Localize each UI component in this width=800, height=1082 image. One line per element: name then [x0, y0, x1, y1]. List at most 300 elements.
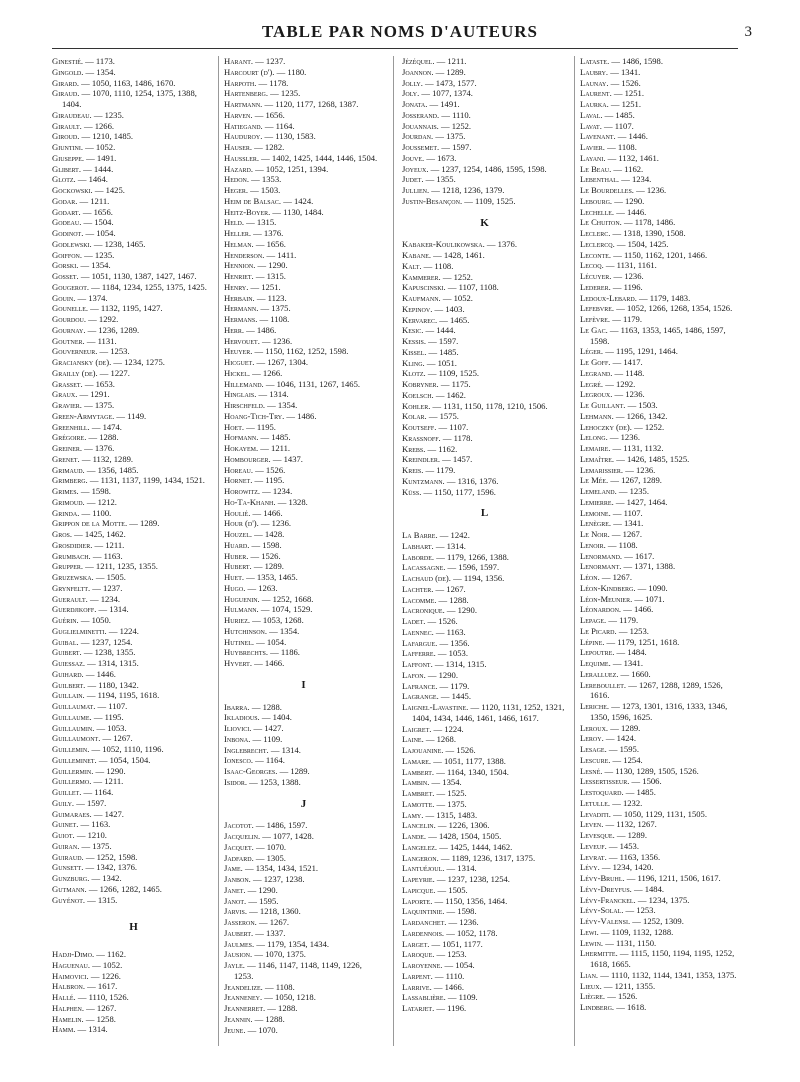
page-references: — 1426, 1485, 1525.: [614, 453, 690, 464]
page-references: — 1179.: [423, 465, 456, 475]
page-references: — 1411.: [264, 249, 297, 260]
author-name: Lemarissier.: [580, 464, 624, 475]
index-entry: [52, 701, 215, 712]
page-references: — 1195, 1291, 1464.: [603, 346, 678, 357]
author-name: Guihard.: [52, 668, 84, 679]
page-references: — 1485.: [623, 787, 656, 797]
author-name: Larpent.: [402, 970, 433, 981]
index-entry: [402, 433, 567, 444]
author-name: Lévy-Valensi.: [580, 916, 631, 926]
page-references: — 1618.: [614, 1002, 647, 1012]
page-references: — 1109.: [250, 733, 283, 744]
page-references: — 1237, 1254.: [78, 636, 133, 647]
page-references: — 1656.: [253, 238, 286, 249]
author-name: Heim de Balsac.: [224, 195, 282, 206]
section-letter: I: [301, 678, 306, 691]
page-references: — 1178, 1486.: [621, 217, 676, 228]
author-name: Hour (d').: [224, 518, 259, 529]
page-references: — 1289.: [433, 66, 466, 77]
author-name: Kreis.: [402, 465, 424, 475]
author-name: Kobryner.: [402, 379, 439, 389]
author-name: Lenègre.: [580, 518, 612, 529]
index-entry: [224, 1014, 383, 1025]
author-name: Hadji-Dimo.: [52, 949, 95, 959]
index-entry: [580, 615, 740, 626]
page-references: — 1341.: [611, 518, 644, 529]
index-entry: [402, 530, 567, 541]
index-entry: [52, 1014, 215, 1025]
author-name: Horowitz.: [224, 486, 261, 496]
index-entry: [580, 207, 740, 218]
page-references: — 1236, 1289.: [85, 324, 140, 335]
author-name: Lapicque.: [402, 884, 436, 895]
author-name: Henderson.: [224, 249, 265, 260]
index-entry: [402, 465, 567, 476]
index-entry: [580, 755, 740, 766]
index-entry: [224, 228, 383, 239]
index-entry: [402, 906, 567, 917]
index-entry: [224, 67, 383, 78]
index-entry: [402, 810, 567, 821]
index-entry: [580, 938, 740, 949]
page-references: — 1120, 1177, 1268, 1387.: [262, 99, 359, 109]
index-entry: [52, 346, 215, 357]
page-references: — 1236.: [258, 518, 292, 529]
author-name: Lavier.: [580, 142, 605, 152]
index-entry: [402, 788, 567, 799]
page-references: — 1218, 1360.: [247, 906, 301, 917]
index-entry: [52, 196, 215, 207]
author-name: Kaufmann.: [402, 293, 441, 303]
author-name: Larrive.: [402, 981, 432, 992]
author-name: Helman.: [224, 238, 254, 249]
page-references: — 1164, 1340, 1504.: [434, 766, 509, 777]
author-name: Hugo.: [224, 582, 246, 593]
index-entry: [52, 174, 215, 185]
index-entry: [580, 905, 740, 916]
author-name: Leclerc.: [580, 228, 611, 238]
page-references: — 1237.: [253, 56, 286, 66]
index-entry: [52, 583, 215, 594]
author-name: Krassnoff.: [402, 432, 441, 443]
page-references: — 1051.: [424, 357, 457, 368]
page-references: — 1485.: [426, 346, 459, 357]
page-references: — 1237, 1238, 1254.: [434, 874, 510, 884]
author-name: Leroux.: [580, 722, 609, 733]
author-name: Gockowski.: [52, 185, 93, 195]
page-references: — 1328.: [275, 496, 308, 507]
page-references: — 1236.: [623, 464, 656, 475]
index-entry: [52, 164, 215, 175]
index-entry: [224, 56, 383, 67]
index-entry: [402, 562, 567, 573]
page-references: — 1178.: [256, 77, 289, 88]
author-name: Jaulmes.: [224, 938, 255, 949]
page-references: — 1131, 1161.: [603, 260, 657, 271]
page-references: — 1053, 1268.: [250, 615, 304, 625]
index-entry: [580, 239, 740, 250]
page-references: — 1052, 1178.: [444, 927, 498, 938]
page-references: — 1597.: [74, 797, 107, 808]
page-references: — 1211.: [258, 443, 291, 453]
page-references: — 1110, 1132, 1144, 1341, 1353, 1375.: [598, 969, 737, 980]
index-entry: [224, 142, 383, 153]
page-references: — 1235.: [616, 486, 649, 496]
page-references: — 1184, 1234, 1255, 1375, 1425.: [89, 281, 207, 292]
index-entry: [52, 841, 215, 852]
page-references: — 1211, 1235, 1355.: [83, 561, 158, 572]
author-name: Letulle.: [580, 797, 611, 808]
index-entry: [52, 733, 215, 744]
page-references: — 1150, 1162, 1252, 1598.: [252, 346, 349, 357]
page-references: — 1267.: [609, 529, 642, 539]
index-entry: [224, 604, 383, 615]
column-divider: [218, 56, 219, 1046]
page-references: — 1289.: [277, 766, 310, 776]
index-entry: [52, 862, 215, 873]
page-references: — 1236.: [607, 432, 640, 443]
author-name: Lévy-Bruhl.: [580, 873, 625, 883]
author-name: Kapuscinski.: [402, 282, 446, 293]
index-entry: [402, 422, 567, 433]
page-references: — 1050.: [78, 615, 111, 625]
author-name: Guilleminet.: [52, 754, 97, 765]
index-entry: [580, 56, 740, 67]
index-entry: [224, 465, 383, 476]
author-name: Ladet.: [402, 616, 426, 626]
page-references: — 1210, 1485.: [79, 131, 134, 142]
index-entry: [52, 819, 215, 830]
index-entry: [224, 260, 383, 271]
page-references: — 1146, 1147, 1148, 1149, 1226, 1253.: [234, 960, 362, 981]
page-references: — 1525.: [434, 788, 467, 798]
index-entry: [402, 702, 567, 724]
author-name: Lemoine.: [580, 507, 611, 518]
page-references: — 1445.: [438, 691, 471, 702]
page-references: — 1484.: [614, 647, 647, 658]
page-references: — 1466.: [621, 604, 654, 615]
author-name: Guglielminetti.: [52, 625, 107, 636]
index-entry: [224, 992, 383, 1003]
page-references: — 1597.: [426, 336, 459, 346]
page-references: — 1236.: [612, 389, 645, 400]
page-references: — 1503.: [248, 185, 281, 195]
author-name: Guyénot.: [52, 894, 86, 905]
section-spacer: [224, 788, 383, 799]
page-references: — 1236.: [446, 917, 479, 927]
page-references: — 1617.: [85, 981, 118, 992]
index-entry: [224, 336, 383, 347]
page-references: — 1353.: [249, 174, 282, 185]
author-name: Lemierre.: [580, 496, 614, 507]
index-entry: [52, 271, 215, 282]
author-name: Janbon.: [224, 874, 251, 884]
author-name: Lambert.: [402, 766, 435, 777]
page-references: — 1109.: [445, 992, 478, 1003]
page-references: — 1052.: [440, 293, 473, 303]
page-references: — 1110, 1526.: [75, 992, 129, 1002]
page-references: — 1164.: [253, 755, 285, 766]
page-references: — 1486, 1597.: [253, 820, 308, 831]
page-references: — 1314.: [433, 540, 466, 551]
author-name: Lemeland.: [580, 486, 617, 496]
author-name: Lian.: [580, 969, 599, 980]
index-entry: [580, 78, 740, 89]
author-name: Le Mée.: [580, 475, 609, 486]
index-entry: [52, 228, 215, 239]
author-name: Kervarec.: [402, 314, 438, 325]
page-references: — 1050, 1163, 1486, 1670.: [79, 77, 176, 88]
page-references: — 1656.: [252, 109, 285, 120]
index-entry: [52, 239, 215, 250]
page-references: — 1354.: [78, 260, 111, 271]
index-entry: [580, 121, 740, 132]
index-entry: [224, 164, 383, 175]
index-entry: [402, 368, 567, 379]
author-name: Jouve.: [402, 152, 425, 163]
index-entry: [224, 734, 383, 745]
page-references: — 1070, 1375.: [252, 949, 306, 960]
author-name: Huguenin.: [224, 593, 260, 604]
page-references: — 1235.: [268, 88, 301, 99]
page-references: — 1266, 1282, 1465.: [86, 883, 162, 894]
page-references: — 1376.: [251, 228, 284, 238]
author-name: Levaditi.: [580, 808, 611, 819]
index-entry: [402, 261, 567, 272]
author-name: Godart.: [52, 206, 81, 217]
author-name: Iliovici.: [224, 723, 252, 733]
page-references: — 1341.: [608, 66, 641, 77]
page-references: — 1314.: [75, 1024, 108, 1035]
index-entry: [580, 604, 740, 615]
page-references: — 1315.: [253, 271, 286, 281]
index-entry: [402, 552, 567, 563]
index-entry: [580, 260, 740, 271]
index-entry: [52, 658, 215, 669]
page-references: — 1077, 1428.: [260, 831, 314, 841]
index-entry: [402, 250, 567, 261]
index-entry: [580, 981, 740, 992]
author-name: Laffont.: [402, 659, 433, 669]
index-entry: [52, 604, 215, 615]
author-name: Lemaire.: [580, 443, 611, 453]
index-entry: [580, 766, 740, 777]
author-name: Guiot.: [52, 830, 75, 840]
index-entry: [52, 142, 215, 153]
author-name: Hedon.: [224, 174, 250, 185]
index-entry: [224, 239, 383, 250]
index-entry: [52, 56, 215, 67]
author-name: Laigret.: [402, 723, 432, 734]
index-entry: [52, 432, 215, 443]
author-name: Hazard.: [224, 163, 254, 174]
page-references: — 1485.: [602, 109, 635, 120]
author-name: Ionesco.: [224, 755, 254, 766]
page-references: — 1053.: [435, 648, 468, 659]
page-references: — 1178.: [440, 432, 473, 443]
author-name: Hoang-Tich-Try.: [224, 410, 285, 421]
index-entry: [402, 304, 567, 315]
page-references: — 1289.: [614, 830, 647, 840]
author-name: Le Noir.: [580, 529, 610, 539]
author-name: Godar.: [52, 195, 78, 206]
page-references: — 1485.: [258, 432, 291, 443]
index-entry: [402, 239, 567, 250]
author-name: Grimes.: [52, 486, 79, 496]
page-references: — 1424.: [603, 733, 636, 744]
author-name: Lehmann.: [580, 410, 614, 421]
page-references: — 1526.: [425, 616, 458, 626]
author-name: Inbona.: [224, 733, 251, 744]
index-entry: [402, 928, 567, 939]
author-name: Lafferre.: [402, 648, 436, 659]
author-name: Heger.: [224, 185, 249, 195]
page-references: — 1290.: [444, 605, 477, 616]
index-entry: [580, 174, 740, 185]
page-references: — 1453.: [606, 840, 639, 851]
author-name: Kepinov.: [402, 303, 433, 314]
author-name: Leralluez.: [580, 668, 619, 679]
index-entry: [224, 99, 383, 110]
page-references: — 1428, 1461.: [431, 250, 485, 260]
index-entry: [402, 917, 567, 928]
page-references: — 1196, 1211, 1506, 1617.: [624, 873, 721, 883]
index-entry: [224, 443, 383, 454]
author-name: Guimaraes.: [52, 808, 92, 819]
page-references: — 1267, 1289.: [608, 475, 662, 486]
author-name: Haimovici.: [52, 970, 89, 981]
author-name: Jeune.: [224, 1024, 246, 1035]
author-name: Kohler.: [402, 400, 431, 411]
author-name: Hutinel.: [224, 636, 255, 647]
page-references: — 1354.: [83, 66, 116, 77]
index-entry: [580, 787, 740, 798]
author-name: Joannon.: [402, 66, 434, 77]
author-name: Harven.: [224, 109, 253, 120]
page-references: — 1505.: [435, 884, 468, 895]
page-references: — 1149.: [114, 410, 147, 421]
index-entry: [52, 755, 215, 766]
index-entry: [224, 131, 383, 142]
author-name: Leven.: [580, 819, 604, 830]
index-entry: [580, 325, 740, 347]
index-entry: [580, 830, 740, 841]
author-name: Lessertisseur.: [580, 776, 630, 787]
index-entry: [402, 616, 567, 627]
page-references: — 1466.: [252, 658, 285, 668]
index-entry: [224, 389, 383, 400]
page-references: — 1071.: [632, 593, 665, 604]
page-references: — 1506.: [629, 776, 662, 787]
author-name: Kuntzmann.: [402, 475, 445, 486]
index-entry: [224, 486, 383, 497]
page-references: — 1131, 1150.: [603, 937, 657, 948]
index-entry: [52, 637, 215, 648]
index-entry: [52, 314, 215, 325]
author-name: Guillermo.: [52, 776, 92, 787]
index-entry: [402, 745, 567, 756]
page-references: — 1123.: [254, 292, 287, 303]
index-entry: [52, 981, 215, 992]
page-references: — 1218, 1236, 1379.: [429, 185, 505, 195]
author-name: Grinda.: [52, 507, 80, 518]
page-references: — 1131, 1150, 1178, 1210, 1506.: [430, 400, 548, 411]
author-name: Hallé.: [52, 992, 76, 1002]
index-entry: [52, 1024, 215, 1035]
author-name: Horeau.: [224, 464, 254, 475]
page-references: — 1427, 1464.: [613, 496, 668, 507]
author-name: Lamy.: [402, 809, 424, 820]
index-entry: [402, 379, 567, 390]
author-name: Lévy-Solal.: [580, 905, 624, 916]
author-name: Graux.: [52, 389, 78, 400]
author-name: Lefèvre.: [580, 314, 611, 324]
page-references: — 1236.: [259, 335, 293, 346]
page-number: 3: [744, 24, 752, 40]
page-references: — 1617.: [622, 550, 655, 561]
index-entry: [224, 174, 383, 185]
author-name: Lenormand.: [580, 550, 623, 561]
page-references: — 1486.: [244, 324, 277, 335]
index-entry: [52, 960, 215, 971]
author-name: Lagrange.: [402, 691, 439, 702]
index-entry: [52, 723, 215, 734]
page-references: — 1120, 1131, 1252, 1321, 1404, 1434, 1446, 1461, 1466, 1617.: [412, 702, 565, 723]
page-references: — 1108.: [262, 981, 295, 992]
page-header: [0, 22, 800, 46]
page-references: — 1236.: [611, 271, 644, 281]
author-name: Léon-Meunier.: [580, 593, 633, 604]
index-entry: [402, 842, 567, 853]
index-entry: [52, 282, 215, 293]
author-name: Hombourger.: [224, 453, 271, 464]
page-references: — 1131, 1137, 1199, 1434, 1521.: [87, 475, 205, 486]
author-name: Leriche.: [580, 701, 610, 711]
index-entry: [52, 368, 215, 379]
index-entry: [402, 627, 567, 638]
index-entry: [402, 659, 567, 670]
page-references: — 1288.: [252, 1013, 285, 1024]
index-entry: [52, 422, 215, 433]
index-entry: [580, 701, 740, 723]
page-references: — 1180, 1342.: [85, 679, 139, 690]
page-references: — 1070.: [245, 1024, 278, 1035]
page-references: — 1354.: [267, 625, 300, 636]
page-references: — 1356.: [437, 637, 470, 648]
author-name: Guillaumont.: [52, 733, 101, 744]
author-name: Lévy.: [580, 862, 600, 873]
index-entry: [580, 852, 740, 863]
page-references: — 1234, 1275.: [111, 357, 165, 367]
author-name: Harcourt (d').: [224, 66, 275, 77]
page-references: — 1267.: [84, 1002, 117, 1013]
author-name: Giuseppe.: [52, 152, 85, 163]
index-entry: [580, 303, 740, 314]
index-entry: [224, 368, 383, 379]
author-name: Judet.: [402, 174, 424, 185]
index-entry: [402, 982, 567, 993]
author-name: Grupper.: [52, 561, 84, 572]
author-name: Huet.: [224, 572, 245, 582]
index-entry: [52, 131, 215, 142]
page-references: — 1179, 1483.: [636, 292, 691, 303]
section-letter: K: [480, 216, 489, 229]
index-entry: [52, 217, 215, 228]
page-references: — 1289.: [251, 561, 284, 572]
page-references: — 1107.: [601, 120, 634, 131]
page-references: — 1109, 1525.: [425, 368, 480, 379]
page-references: — 1417.: [610, 357, 643, 367]
